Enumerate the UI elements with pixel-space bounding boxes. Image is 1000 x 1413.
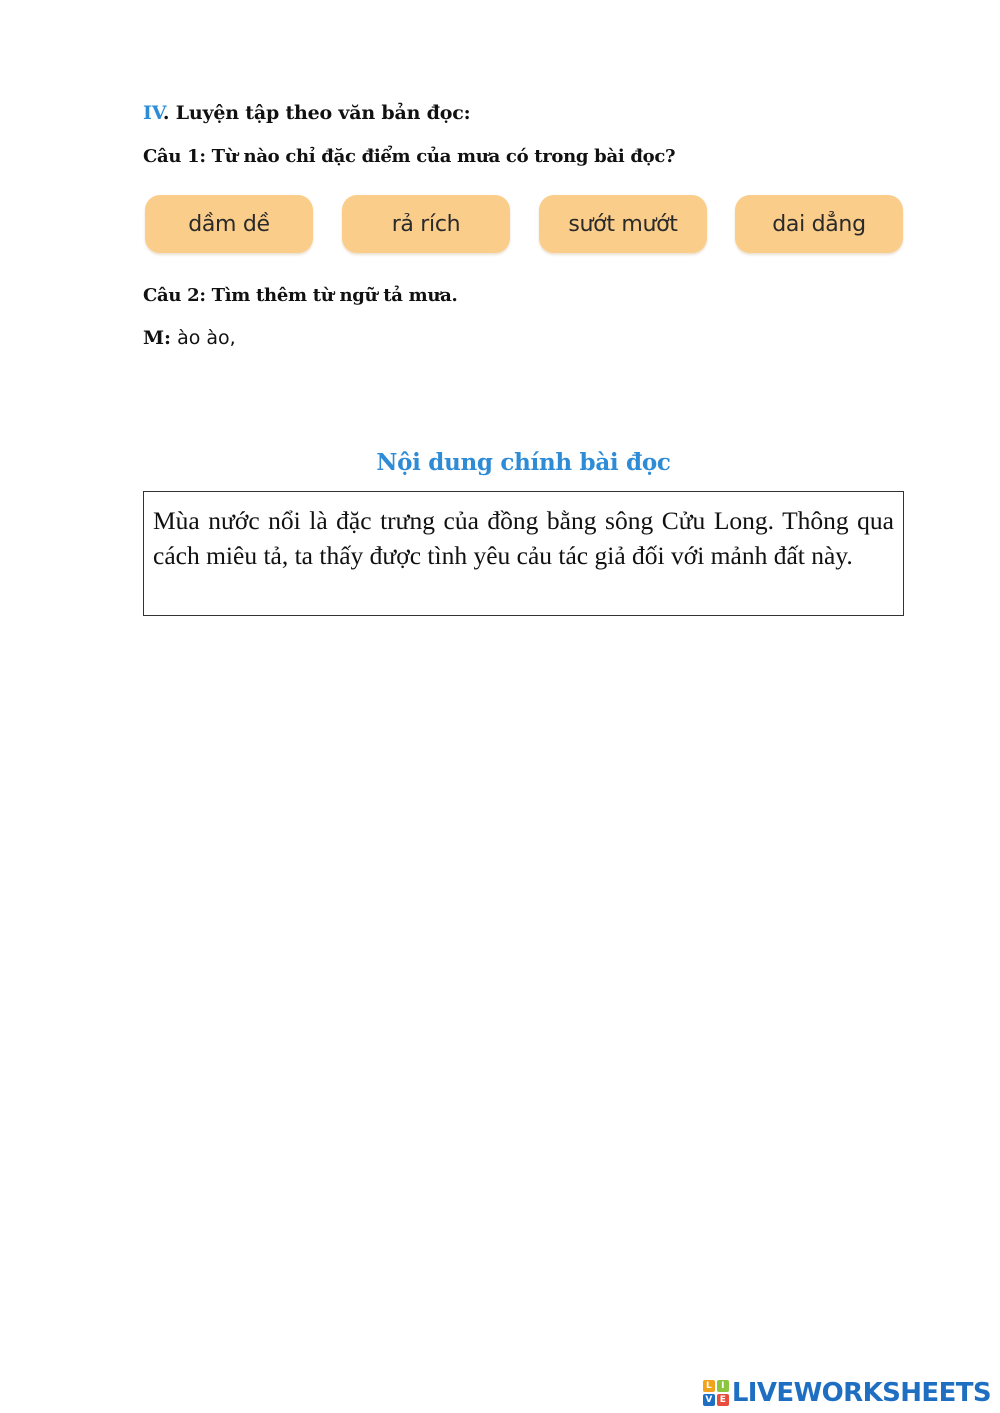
main-content-box <box>143 491 904 616</box>
section-heading <box>143 102 470 124</box>
answer-option-dai-dang[interactable]: dai dẳng <box>735 195 903 253</box>
logo-letter-e: E <box>717 1394 729 1406</box>
liveworksheets-logo-icon <box>703 1380 729 1406</box>
example-label: M: <box>143 327 172 349</box>
main-content-text: Mùa nước nổi là đặc trưng của đồng bằng sông Cửu Long. Thông qua cách miêu tả, ta thấy được tình yêu cảu tác giả đối với mảnh đất này. <box>153 506 894 570</box>
answer-options <box>145 195 903 253</box>
main-content-title: Nội dung chính bài đọc <box>376 449 671 476</box>
section-numeral: IV <box>143 102 163 124</box>
liveworksheets-brand <box>703 1376 991 1410</box>
example-value: ào ào, <box>171 327 236 349</box>
logo-letter-i: I <box>717 1380 729 1392</box>
logo-letter-l: L <box>703 1380 715 1392</box>
answer-option-ra-rich[interactable]: rả rích <box>342 195 510 253</box>
logo-letter-v: V <box>703 1394 715 1406</box>
question-1: Câu 1: Từ nào chỉ đặc điểm của mưa có trong bài đọc? <box>143 146 676 167</box>
answer-option-dam-de[interactable]: dầm dề <box>145 195 313 253</box>
answer-option-suot-muot[interactable]: sướt mướt <box>539 195 707 253</box>
question-2: Câu 2: Tìm thêm từ ngữ tả mưa. <box>143 285 458 306</box>
section-title: . Luyện tập theo văn bản đọc: <box>162 102 471 124</box>
brand-text: LIVEWORKSHEETS <box>731 1378 991 1408</box>
example-line <box>143 327 236 349</box>
